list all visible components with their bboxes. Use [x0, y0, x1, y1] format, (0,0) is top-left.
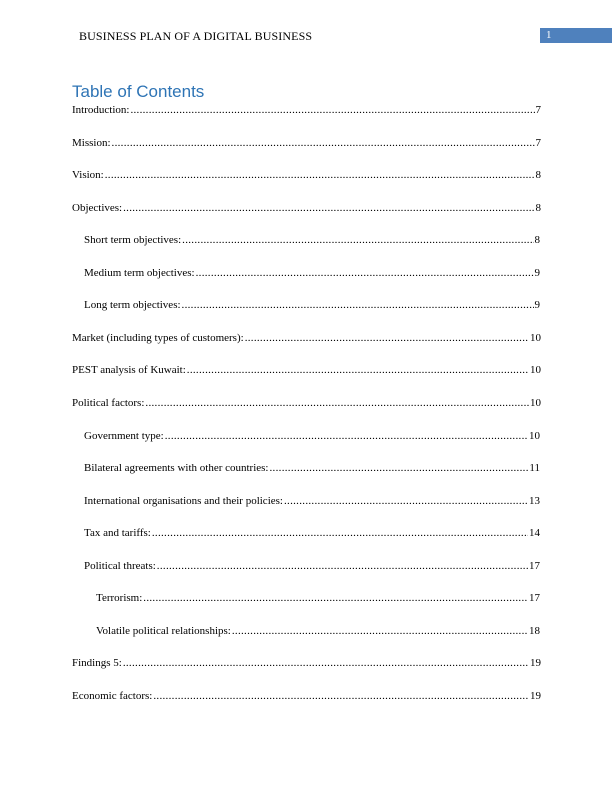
toc-entry-page-number: 10: [530, 396, 541, 409]
toc-entry-label: Volatile political relationships:: [96, 624, 231, 637]
toc-dot-leader: [145, 397, 529, 409]
toc-dot-leader: [245, 332, 529, 344]
toc-dot-leader: [123, 657, 529, 669]
toc-entry-page-number: 10: [530, 331, 541, 344]
toc-heading: Table of Contents: [72, 82, 205, 101]
toc-dot-leader: [123, 202, 534, 214]
toc-entry-label: Objectives:: [72, 201, 123, 214]
toc-entry-label: Political factors:: [72, 396, 145, 409]
toc-entry-page-number: 17: [529, 592, 540, 605]
toc-entry-label: Economic factors:: [72, 689, 153, 702]
toc-dot-leader: [105, 169, 535, 181]
toc-dot-leader: [182, 299, 534, 311]
toc-entry[interactable]: [72, 332, 541, 348]
toc-entry-label: International organisations and their policies:: [84, 494, 283, 507]
toc-entry-label: Market (including types of customers):: [72, 331, 244, 344]
toc-entry-label: Tax and tariffs:: [84, 527, 151, 540]
toc-entry-page-number: 10: [529, 429, 540, 442]
toc-entry[interactable]: [72, 202, 541, 218]
toc-dot-leader: [112, 137, 535, 149]
toc-dot-leader: [143, 592, 528, 604]
running-header-title: BUSINESS PLAN OF A DIGITAL BUSINESS: [79, 29, 313, 43]
toc-entry[interactable]: [84, 234, 540, 250]
page-number-badge: 1: [540, 28, 612, 43]
toc-dot-leader: [196, 267, 534, 279]
toc-entry[interactable]: [84, 462, 540, 478]
toc-entry-page-number: 9: [534, 299, 540, 312]
toc-entry-label: Terrorism:: [96, 592, 143, 605]
toc-entry-label: Long term objectives:: [84, 299, 181, 312]
toc-dot-leader: [187, 364, 529, 376]
toc-entry-page-number: 18: [529, 624, 540, 637]
toc-entry-page-number: 14: [529, 527, 540, 540]
toc-entry[interactable]: [84, 527, 540, 543]
toc-entry-page-number: 19: [530, 689, 541, 702]
toc-entry[interactable]: [84, 299, 540, 315]
toc-entry-page-number: 8: [535, 169, 541, 182]
toc-entry-label: Bilateral agreements with other countries:: [84, 462, 269, 475]
toc-dot-leader: [130, 104, 534, 116]
toc-entry[interactable]: [72, 104, 541, 120]
toc-entry-page-number: 17: [529, 559, 540, 572]
toc-dot-leader: [270, 462, 529, 474]
toc-dot-leader: [232, 625, 528, 637]
toc-entry[interactable]: [84, 430, 540, 446]
toc-entry[interactable]: [84, 495, 540, 511]
toc-entry[interactable]: [96, 592, 540, 608]
toc-entry-label: Mission:: [72, 136, 111, 149]
toc-entry[interactable]: [72, 364, 541, 380]
toc-entry-label: Findings 5:: [72, 657, 122, 670]
toc-dot-leader: [284, 495, 528, 507]
toc-entry-page-number: 8: [535, 201, 541, 214]
toc-entry-page-number: 10: [530, 364, 541, 377]
toc-entry-page-number: 8: [534, 234, 540, 247]
toc-entry-label: Medium term objectives:: [84, 266, 195, 279]
toc-entry[interactable]: [72, 137, 541, 153]
toc-entry-label: Introduction:: [72, 104, 130, 116]
toc-dot-leader: [157, 560, 528, 572]
toc-entry[interactable]: [84, 267, 540, 283]
toc-entry-label: Political threats:: [84, 559, 156, 572]
toc-entry-page-number: 19: [530, 657, 541, 670]
toc-entry[interactable]: [84, 560, 540, 576]
toc-entry[interactable]: [72, 690, 541, 706]
toc-entry-label: Vision:: [72, 169, 104, 182]
toc-entry[interactable]: [96, 625, 540, 641]
toc-entry-label: Short term objectives:: [84, 234, 182, 247]
toc-entry[interactable]: [72, 397, 541, 413]
toc-dot-leader: [153, 690, 529, 702]
toc-dot-leader: [165, 430, 528, 442]
toc-entry[interactable]: [72, 657, 541, 673]
toc-entry-label: PEST analysis of Kuwait:: [72, 364, 186, 377]
toc-entry-page-number: 7: [535, 104, 541, 116]
toc-entry[interactable]: [72, 169, 541, 185]
toc-dot-leader: [182, 234, 533, 246]
toc-entry-page-number: 11: [529, 462, 540, 475]
toc-entry-page-number: 13: [529, 494, 540, 507]
toc-entry-page-number: 7: [535, 136, 541, 149]
toc-dot-leader: [152, 527, 528, 539]
toc-entry-label: Government type:: [84, 429, 164, 442]
toc-entry-page-number: 9: [534, 266, 540, 279]
